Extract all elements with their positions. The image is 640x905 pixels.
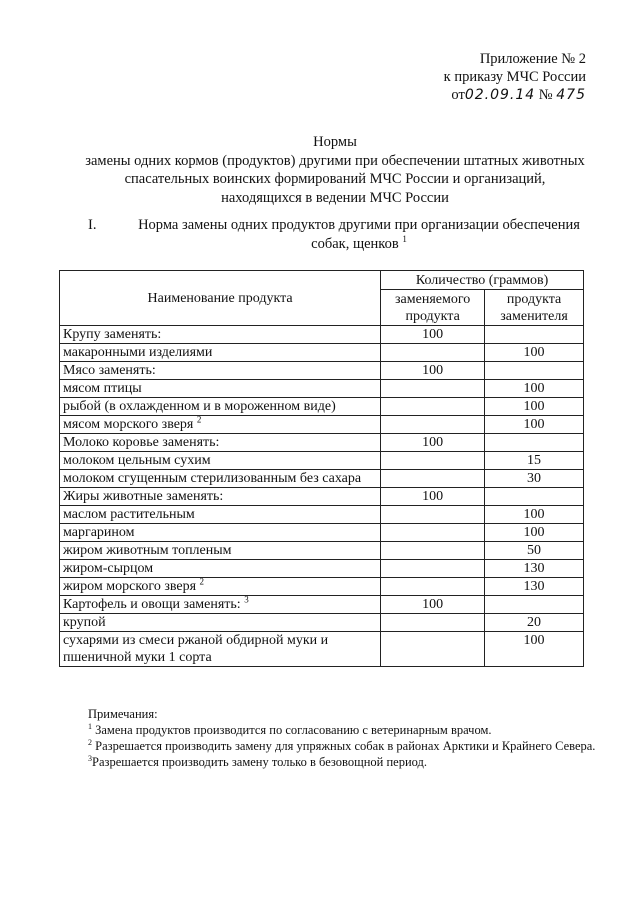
replaced-amount (381, 614, 485, 632)
replacement-table (59, 270, 584, 667)
section-line-1: Норма замены одних продуктов другими при организации обеспечения (138, 217, 580, 233)
product-name: Крупу заменять: (60, 326, 381, 344)
annex-line-1: Приложение № 2 (479, 51, 586, 67)
replaced-amount: 100 (381, 362, 485, 380)
substitute-amount: 100 (485, 416, 584, 434)
table-row (60, 560, 584, 578)
number-prefix: № (538, 87, 553, 103)
footnote-mark: 2 (196, 414, 202, 425)
substitute-amount (485, 362, 584, 380)
replaced-amount (381, 506, 485, 524)
section-line-2: собак, щенков (311, 235, 399, 252)
note-item: $^3$Разрешается производить замену только в безовощной период. (88, 753, 428, 769)
order-number: 475 (556, 87, 586, 103)
footnote-mark: 3 (244, 594, 249, 605)
product-name: жиром-сырцом (60, 560, 381, 578)
notes-title: Примечания: (88, 707, 158, 721)
replaced-amount (381, 560, 485, 578)
product-name: маслом растительным (60, 506, 381, 524)
replaced-amount (381, 578, 485, 596)
product-name: Картофель и овощи заменять: $^3$ (60, 596, 381, 614)
product-name: рыбой (в охлажденном и в мороженном виде) (60, 398, 381, 416)
substitute-amount: 100 (485, 380, 584, 398)
replaced-amount (381, 344, 485, 362)
substitute-amount: 100 (485, 506, 584, 524)
product-name: молоком сгущенным стерилизованным без сахара (60, 470, 381, 488)
table-row (60, 578, 584, 596)
replaced-amount (381, 524, 485, 542)
product-name: мясом морского зверя $^2$ (60, 416, 381, 434)
table-row (60, 632, 584, 667)
heading-title: Нормы (313, 134, 357, 150)
product-name: жиром животным топленым (60, 542, 381, 560)
heading-line-1: замены одних кормов (продуктов) другими при обеспечении штатных животных (85, 152, 585, 169)
product-name: крупой (60, 614, 381, 632)
substitute-amount (485, 326, 584, 344)
replaced-amount: 100 (381, 488, 485, 506)
substitute-amount: 130 (485, 560, 584, 578)
substitute-amount: 100 (485, 344, 584, 362)
substitute-amount: 15 (485, 452, 584, 470)
product-name: Молоко коровье заменять: (60, 434, 381, 452)
table-row (60, 506, 584, 524)
substitute-amount: 100 (485, 524, 584, 542)
header-quantity: Количество (граммов) (381, 271, 584, 290)
table-row (60, 326, 584, 344)
product-name: мясом птицы (60, 380, 381, 398)
product-name: молоком цельным сухим (60, 452, 381, 470)
substitute-amount: 100 (485, 632, 584, 667)
table-row (60, 488, 584, 506)
substitute-amount: 30 (485, 470, 584, 488)
product-name: жиром морского зверя $^2$ (60, 578, 381, 596)
table-body (60, 326, 584, 667)
heading-line-2: спасательных воинских формирований МЧС России и организаций, (124, 171, 546, 187)
replaced-amount (381, 452, 485, 470)
annex-date-line (444, 86, 586, 104)
replaced-amount (381, 632, 485, 667)
table-row (60, 380, 584, 398)
product-name: сухарями из смеси ржаной обдирной муки и пшеничной муки 1 сорта (60, 632, 381, 667)
table-row (60, 434, 584, 452)
substitute-amount (485, 488, 584, 506)
substitute-amount: 130 (485, 578, 584, 596)
product-name: маргарином (60, 524, 381, 542)
table-row (60, 398, 584, 416)
substitute-amount: 50 (485, 542, 584, 560)
product-name: макаронными изделиями (60, 344, 381, 362)
table-row (60, 362, 584, 380)
replaced-amount: 100 (381, 434, 485, 452)
replaced-amount (381, 398, 485, 416)
substitute-amount (485, 596, 584, 614)
heading-line-3: находящихся в ведении МЧС России (221, 189, 449, 206)
table-row (60, 344, 584, 362)
replaced-amount (381, 542, 485, 560)
section-footnote-mark: 1 (402, 233, 407, 244)
header-substitute: продукта заменителя (485, 290, 584, 326)
replaced-amount (381, 380, 485, 398)
replaced-amount: 100 (381, 596, 485, 614)
order-date: 02.09.14 (464, 87, 536, 103)
substitute-amount: 20 (485, 614, 584, 632)
table-row (60, 524, 584, 542)
note-item: $^1$ Замена продуктов производится по согласованию с ветеринарным врачом. (88, 721, 492, 737)
substitute-amount (485, 434, 584, 452)
annex-block (444, 50, 586, 104)
table-row (60, 596, 584, 614)
table-row (60, 470, 584, 488)
table-row (60, 614, 584, 632)
replaced-amount (381, 470, 485, 488)
notes-block (88, 706, 598, 770)
section-title (88, 216, 588, 253)
table-row (60, 542, 584, 560)
section-number: I. (88, 217, 97, 233)
annex-line-2: к приказу МЧС России (443, 69, 586, 85)
date-prefix: от (451, 87, 465, 103)
replaced-amount (381, 416, 485, 434)
table-row (60, 452, 584, 470)
substitute-amount: 100 (485, 398, 584, 416)
product-name: Жиры животные заменять: (60, 488, 381, 506)
header-replaced: заменяемого продукта (381, 290, 485, 326)
header-product: Наименование продукта (60, 271, 381, 326)
note-item: $^2$ Разрешается производить замену для упряжных собак в районах Арктики и Крайнего Севера. (88, 737, 596, 753)
footnote-mark: 2 (199, 576, 205, 587)
table-row (60, 416, 584, 434)
document-heading (40, 133, 630, 207)
product-name: Мясо заменять: (60, 362, 381, 380)
replaced-amount: 100 (381, 326, 485, 344)
